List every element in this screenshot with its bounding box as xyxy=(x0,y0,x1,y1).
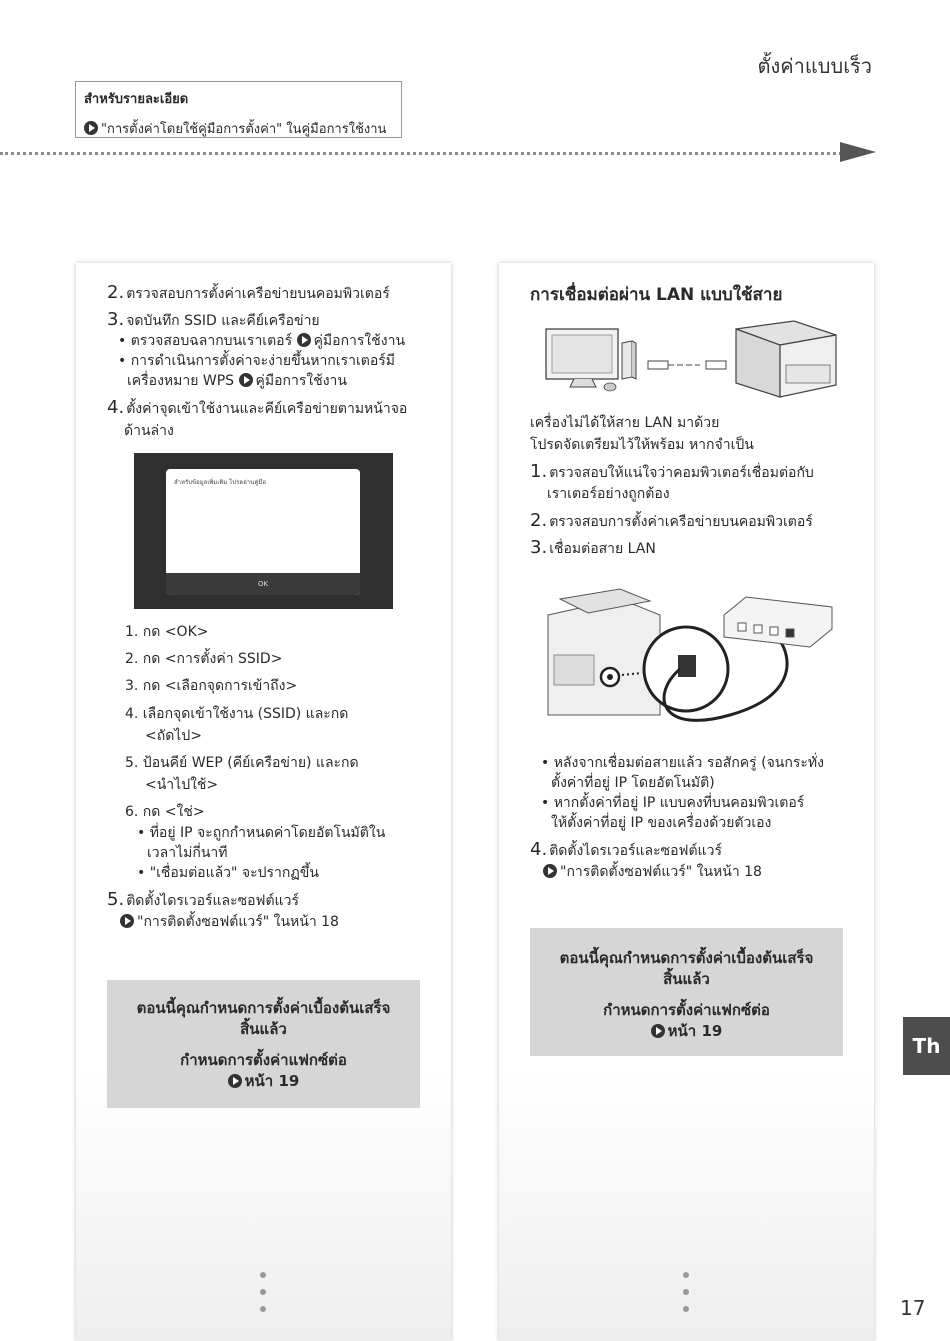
substep-2: 2. กด <การตั้งค่า SSID> xyxy=(125,651,283,667)
substep-3: 3. กด <เลือกจุดการเข้าถึง> xyxy=(125,678,298,694)
left-step-2: 2. ตรวจสอบการตั้งค่าเครือข่ายบนคอมพิวเตอร์ xyxy=(107,282,390,303)
right-bullet-1: • หลังจากเชื่อมต่อสายแล้ว รอสักครู่ (จนกระทั่ง xyxy=(541,755,824,771)
left-step-5-ref: "การติดตั้งซอฟต์แวร์" ในหน้า 18 xyxy=(120,912,339,932)
left-step-4: 4. ตั้งค่าจุดเข้าใช้งานและคีย์เครือข่ายตามหน้าจอ xyxy=(107,397,408,418)
substep-6: 6. กด <ใช่> xyxy=(125,804,205,820)
page-number: 17 xyxy=(900,1296,926,1320)
left-step-3: 3. จดบันทึก SSID และคีย์เครือข่าย xyxy=(107,309,320,330)
lan-cable-illustration xyxy=(540,585,835,735)
substep-4: 4. เลือกจุดเข้าใช้งาน (SSID) และกด xyxy=(125,706,349,722)
arrow-right-icon xyxy=(543,864,557,878)
arrow-right-icon xyxy=(228,1074,242,1088)
reference-text: "การตั้งค่าโดยใช้คู่มือการตั้งค่า" ในคู่มือการใช้งาน xyxy=(101,122,387,137)
right-bullet-2-cont: ให้ตั้งค่าที่อยู่ IP ของเครื่องด้วยตัวเอง xyxy=(551,815,772,831)
left-done-box: ตอนนี้คุณกำหนดการตั้งค่าเบื้องต้นเสร็จ สิ้นแล้ว กำหนดการตั้งค่าแฟกซ์ต่อ หน้า 19 xyxy=(107,980,420,1108)
right-section-title: การเชื่อมต่อผ่าน LAN แบบใช้สาย xyxy=(530,285,783,305)
divider-arrow-icon xyxy=(840,142,876,162)
right-bullet-2: • หากตั้งค่าที่อยู่ IP แบบคงที่บนคอมพิวเตอร์ xyxy=(541,795,805,811)
arrow-right-icon xyxy=(120,914,134,928)
reference-heading: สำหรับรายละเอียด xyxy=(84,92,189,107)
arrow-right-icon xyxy=(651,1024,665,1038)
device-screen-dialog xyxy=(166,469,360,595)
substep-5-cont: <นำไปใช้> xyxy=(145,777,219,793)
right-step-1-cont: เราเตอร์อย่างถูกต้อง xyxy=(547,486,670,502)
right-intro-1: เครื่องไม่ได้ให้สาย LAN มาด้วย xyxy=(530,415,720,431)
arrow-right-icon xyxy=(84,121,98,135)
right-bullet-1-cont: ตั้งค่าที่อยู่ IP โดยอัตโนมัติ) xyxy=(551,775,715,791)
right-step-4-ref: "การติดตั้งซอฟต์แวร์" ในหน้า 18 xyxy=(543,862,762,882)
substep-4-cont: <ถัดไป> xyxy=(145,728,202,744)
right-step-4: 4. ติดตั้งไดรเวอร์และซอฟต์แวร์ xyxy=(530,839,722,860)
right-intro-2: โปรดจัดเตรียมไว้ให้พร้อม หากจำเป็น xyxy=(530,437,754,453)
arrow-right-icon xyxy=(239,373,253,387)
step3-bullet-2-cont: เครื่องหมาย WPS คู่มือการใช้งาน xyxy=(127,373,347,389)
left-step-4-cont: ด้านล่าง xyxy=(124,423,174,439)
continuation-dots xyxy=(683,1272,689,1323)
language-tab: Th xyxy=(903,1017,950,1075)
right-done-box: ตอนนี้คุณกำหนดการตั้งค่าเบื้องต้นเสร็จ สิ้นแล้ว กำหนดการตั้งค่าแฟกซ์ต่อ หน้า 19 xyxy=(530,928,843,1056)
substep-6-bullet-2: • "เชื่อมต่อแล้ว" จะปรากฏขึ้น xyxy=(137,865,319,881)
screen-message: สำหรับข้อมูลเพิ่มเติม โปรดอ่านคู่มือ xyxy=(174,479,266,486)
left-step-5: 5. ติดตั้งไดรเวอร์และซอฟต์แวร์ xyxy=(107,889,299,910)
lan-connection-illustration xyxy=(540,315,840,400)
right-step-3: 3. เชื่อมต่อสาย LAN xyxy=(530,537,656,558)
step3-bullet-1: • ตรวจสอบฉลากบนเราเตอร์ คู่มือการใช้งาน xyxy=(118,333,406,349)
screen-ok-button: OK xyxy=(166,573,360,595)
reference-line xyxy=(84,118,393,139)
right-step-1: 1. ตรวจสอบให้แน่ใจว่าคอมพิวเตอร์เชื่อมต่อกับ xyxy=(530,461,814,482)
substep-5: 5. ป้อนคีย์ WEP (คีย์เครือข่าย) และกด xyxy=(125,755,359,771)
substep-6-bullet-1-cont: เวลาไม่กี่นาที xyxy=(147,845,228,861)
step3-bullet-2: • การดำเนินการตั้งค่าจะง่ายขึ้นหากเราเตอร์มี xyxy=(118,353,395,369)
page-section-title: ตั้งค่าแบบเร็ว xyxy=(757,54,872,78)
reference-box xyxy=(75,81,402,138)
dotted-divider xyxy=(0,152,842,155)
continuation-dots xyxy=(260,1272,266,1323)
arrow-right-icon xyxy=(297,333,311,347)
substep-6-bullet-1: • ที่อยู่ IP จะถูกกำหนดค่าโดยอัตโนมัติใน xyxy=(137,825,386,841)
right-step-2: 2. ตรวจสอบการตั้งค่าเครือข่ายบนคอมพิวเตอร์ xyxy=(530,510,813,531)
substep-1: 1. กด <OK> xyxy=(125,624,209,640)
